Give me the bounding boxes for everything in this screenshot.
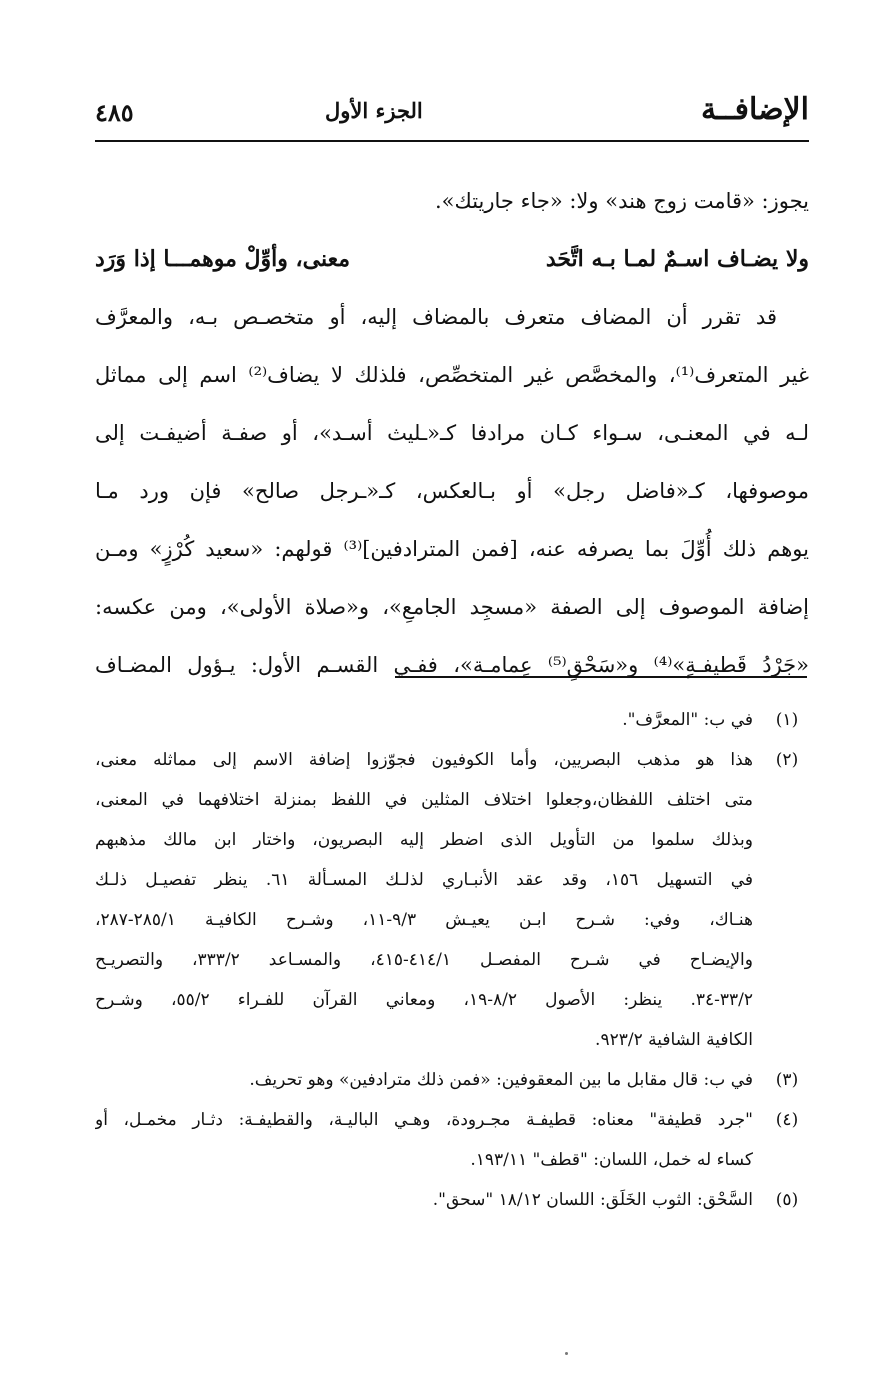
- footnote-line: هذا هو مذهب البصريين، وأما الكوفيون فجوّزوا إضافة الاسم إلى مماثله معنى،: [95, 750, 753, 770]
- text-line: قد تقرر أن المضاف متعرف بالمضاف إليه، أو متخصـص بـه، والمعرَّف: [95, 305, 777, 329]
- footnote-separator: [395, 676, 807, 678]
- text-line: «جَرْدُ قَطيفـةٍ»⁽⁴⁾ و«سَحْقِ⁽⁵⁾ عِمامـة»، ففـي القسـم الأول: يـؤول المضـاف: [95, 653, 809, 677]
- footnotes: [95, 700, 809, 1220]
- footnote-line: في التسهيل ١٥٦، وقد عقد الأنبـاري لذلـك المسـألة ٦١. ينظر تفصيـل ذلـك: [95, 870, 753, 890]
- footnote-1: [95, 700, 809, 740]
- footnote-line: الكافية الشافية ٩٢٣/٢.: [595, 1030, 753, 1050]
- footnote-line: هنـاك، وفي: شـرح ابـن يعيـش ٩/٣-١١، وشـرح الكافيـة ٢٨٥/١-٢٨٧،: [95, 910, 753, 930]
- footnote-3: [95, 1060, 809, 1100]
- footnote-line: "جرد قطيفة" معناه: قطيفـة مجـرودة، وهـي الباليـة، والقطيفـة: دثـار مخمـل، أو: [95, 1110, 753, 1130]
- scan-speck: [565, 1352, 568, 1355]
- footnote-line: متى اختلف اللفظان،وجعلوا اختلاف المثلين في اللفظ بمنزلة اختلافهما في المعنى،: [95, 790, 753, 810]
- footnote-line: في ب: "المعرَّف".: [622, 710, 753, 730]
- verse-second-hemistich: معنى، وأوِّلْ موهمـــا إذا وَرَد: [95, 246, 351, 272]
- footnote-5: [95, 1180, 809, 1220]
- text-line: لـه في المعنـى، سـواء كـان مرادفا كـ«ـليث أسـد»، أو صفـة أضيفـت إلى: [95, 421, 809, 445]
- footnote-number: (١): [775, 710, 799, 730]
- footnote-line: في ب: قال مقابل ما بين المعقوفين: «فمن ذلك مترادفين» وهو تحريف.: [249, 1070, 753, 1090]
- page-header: [95, 88, 809, 142]
- footnote-4: [95, 1100, 809, 1180]
- text-line: يوهم ذلك أُوِّلَ بما يصرفه عنه، [فمن المترادفين]⁽³⁾ قولهم: «سعيد كُرْزٍ» ومـن: [95, 537, 809, 561]
- text-line: موصوفها، كـ«فاضل رجل» أو بـالعكس، كـ«ـرجل صالح» فإن ورد مـا: [95, 479, 809, 503]
- footnote-line: كساء له خمل، اللسان: "قطف" ١٩٣/١١.: [470, 1150, 753, 1170]
- footnote-number: (٢): [775, 750, 799, 770]
- section-title: الإضافــة: [700, 92, 809, 127]
- page-number: ٤٨٥: [95, 98, 134, 127]
- text-line: يجوز: «قامت زوج هند» ولا: «جاء جاريتك».: [434, 189, 809, 213]
- verse-first-hemistich: ولا يضـاف اسـمٌ لمـا بـه اتَّحَد: [545, 246, 809, 272]
- footnote-line: السَّحْق: الثوب الخَلَق: اللسان ١٨/١٢ "سحق".: [432, 1190, 753, 1210]
- footnote-line: وبذلك سلموا من التأويل الذى اضطر إليه البصريون، واختار ابن مالك مذهبهم: [95, 830, 753, 850]
- footnote-number: (٥): [775, 1190, 799, 1210]
- footnote-line: ٣٣/٢-٣٤. ينظر: الأصول ٨/٢-١٩، ومعاني القرآن للفـراء ٥٥/٢، وشـرح: [95, 990, 753, 1010]
- footnote-number: (٣): [775, 1070, 799, 1090]
- part-title: الجزء الأول: [325, 98, 423, 123]
- verse-line: [95, 230, 809, 288]
- text-line: غير المتعرف⁽¹⁾، والمخصَّص غير المتخصِّص، فلذلك لا يضاف⁽²⁾ اسم إلى مماثل: [95, 363, 809, 387]
- main-text: [95, 172, 809, 694]
- footnote-2: [95, 740, 809, 1060]
- footnote-line: والإيضـاح في شـرح المفصـل ٤١٤/١-٤١٥، والمسـاعد ٣٣٣/٢، والتصريـح: [95, 950, 753, 970]
- footnote-number: (٤): [775, 1110, 799, 1130]
- text-line: إضافة الموصوف إلى الصفة «مسجِد الجامعِ»، و«صلاة الأولى»، ومن عكسه:: [95, 595, 809, 619]
